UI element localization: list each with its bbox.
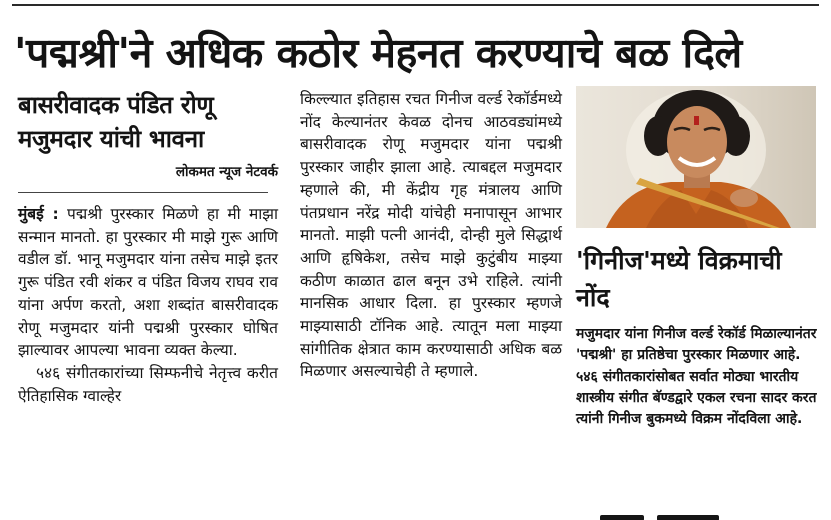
- left-column: [18, 88, 278, 407]
- dateline: मुंबई :: [18, 205, 59, 223]
- headline: 'पद्मश्री'ने अधिक कठोर मेहनत करण्याचे बळ दिले: [14, 29, 742, 77]
- next-article-fragment: [600, 506, 760, 520]
- musician-portrait-icon: [576, 86, 816, 228]
- paragraph-1-text: पद्मश्री पुरस्कार मिळणे हा मी माझा सन्मान मानतो. हा पुरस्कार मी माझे गुरू आणि वडील डॉ. भानू मजुमदार यांना तसेच माझे इतर गुरू पंडित रवी शंकर व पंडित विजय राघव राव यांना अर्पण करतो, अशा शब्दांत बासरीवादक रोणू मजुमदार यांनी पद्मश्री पुरस्कार घोषित झाल्यावर आपल्या भावना व्यक्त केल्या.: [18, 205, 278, 360]
- byline: लोकमत न्यूज नेटवर्क: [175, 164, 278, 180]
- middle-column: [300, 88, 562, 383]
- divider: [18, 192, 268, 193]
- sidebar-text: मजुमदार यांना गिनीज वर्ल्ड रेकॉर्ड मिळाल्यानंतर 'पद्मश्री' हा प्रतिष्ठेचा पुरस्कार मिळणार आहे. ५४६ संगीतकारांसोबत सर्वात मोठ्या भारतीय शास्त्रीय संगीत बॅण्डद्वारे एकल रचना सादर करत त्यांनी गिनीज बुकमध्ये विक्रम नोंदविला आहे.: [576, 326, 817, 428]
- top-rule: [12, 4, 819, 6]
- article-paragraph-3: किल्ल्यात इतिहास रचत गिनीज वर्ल्ड रेकॉर्डमध्ये नोंद केल्यानंतर केवळ दोनच आठवड्यांमध्ये बासरीवादक रोणू मजुमदार यांना पद्मश्री पुरस्कार जाहीर झाला आहे. त्याबद्दल मजुमदार म्हणाले की, मी केंद्रीय गृह मंत्रालय आणि पंतप्रधान नरेंद्र मोदी यांचेही मनापासून आभार मानतो. माझी पत्नी आनंदी, दोन्ही मुले सिद्धार्थ आणि हृषिकेश, तसेच माझे कुटुंबीय माझ्या कठीण काळात ढाल बनून उभे राहिले. त्यांनी मानसिक आधार दिला. हा पुरस्कार म्हणजे माझ्यासाठी टॉनिक आहे. त्यातून मला माझ्या सांगीतिक क्षेत्रात काम करण्यासाठी अधिक बळ मिळणार असल्याचेही ते म्हणाले.: [300, 90, 562, 381]
- sidebar-heading: 'गिनीज'मध्ये विक्रमाची नोंद: [576, 246, 782, 312]
- article-paragraph-2: ५४६ संगीतकारांच्या सिम्फनीचे नेतृत्त्व करीत ऐतिहासिक ग्वाल्हेर: [18, 363, 278, 405]
- subheadline: बासरीवादक पंडित रोणू मजुमदार यांची भावना: [18, 91, 214, 153]
- article-paragraph-1: [18, 203, 278, 362]
- right-column: [576, 86, 821, 430]
